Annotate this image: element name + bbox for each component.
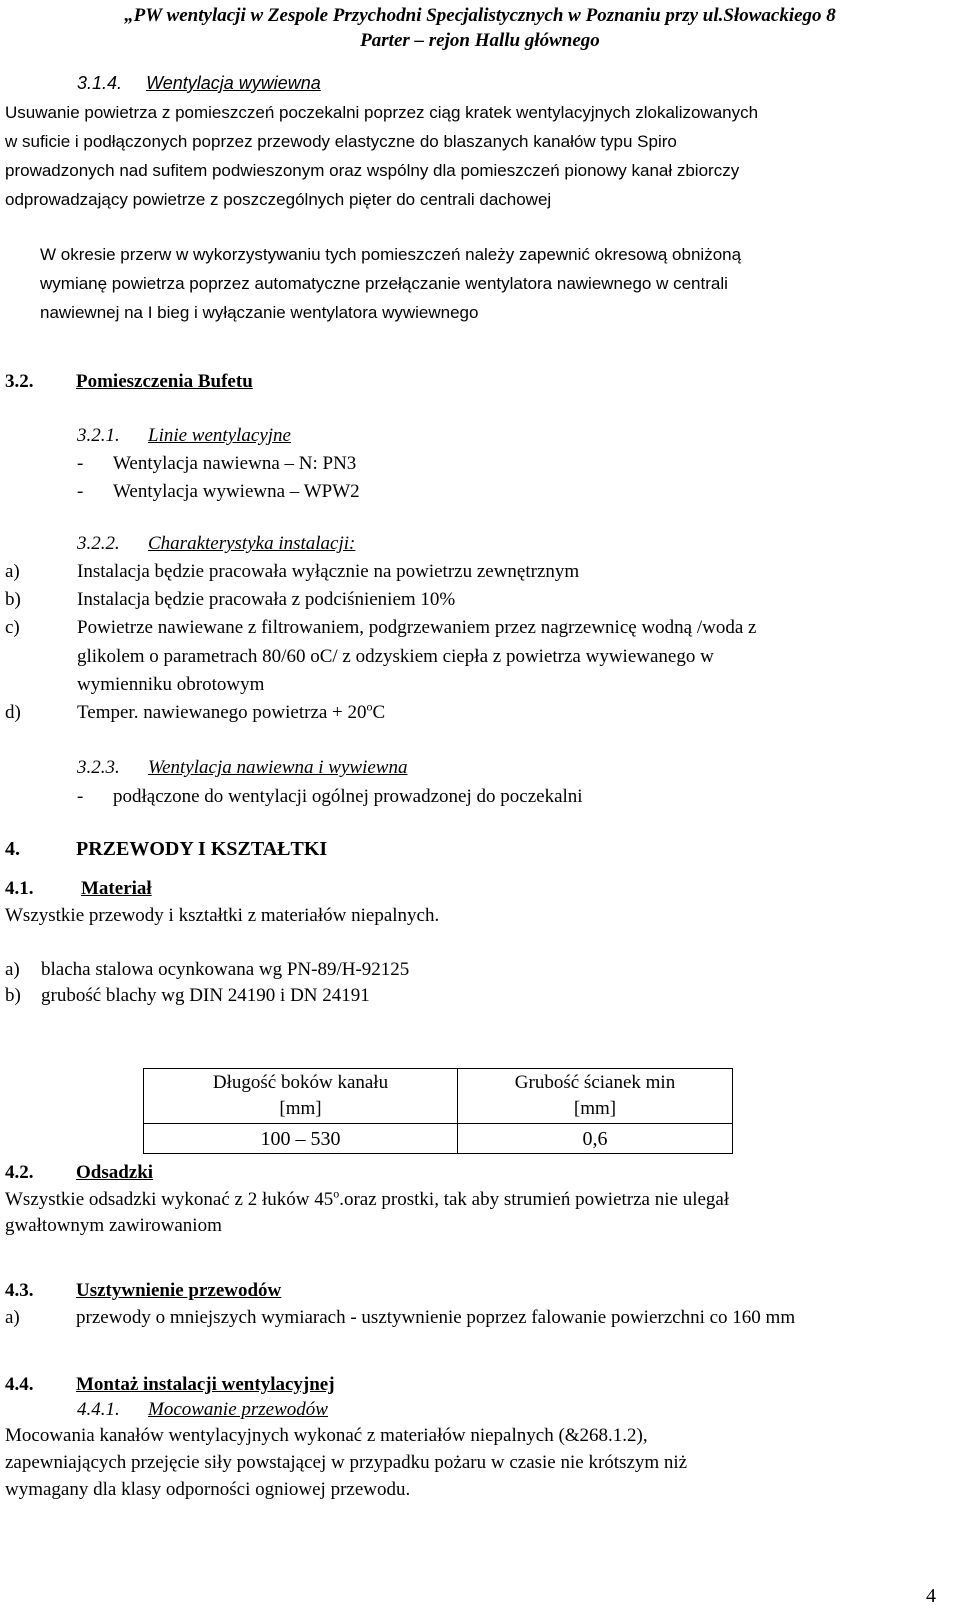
section-4-3-heading (5, 1278, 281, 1304)
section-number: 3.1.4. (77, 73, 123, 93)
list-item: b) grubość blachy wg DIN 24190 i DN 24191 (5, 985, 370, 1006)
section-title: Pomieszczenia Bufetu (76, 371, 253, 392)
header-line-2: Parter – rejon Hallu głównego (360, 30, 600, 51)
paragraph-line: wymagany dla klasy odporności ogniowej przewodu. (5, 1479, 411, 1500)
duct-thickness-table (143, 1068, 733, 1154)
table-cell-length: 100 – 530 (144, 1124, 458, 1154)
section-number: 3.2.2. (77, 533, 120, 554)
section-number: 4.2. (5, 1162, 34, 1183)
section-title: Materiał (81, 878, 152, 899)
paragraph-line: w suficie i podłączonych poprzez przewody elastyczne do blaszanych kanałów typu Spiro (5, 132, 677, 151)
section-number: 3.2. (5, 371, 34, 392)
table-cell-thickness: 0,6 (458, 1124, 733, 1154)
section-3-2-3-heading (77, 755, 407, 781)
paragraph-line: Wszystkie odsadzki wykonać z 2 łuków 45$^o$.oraz prostki, tak aby strumień powietrza nie ulegał (5, 1186, 730, 1210)
section-number: 4.4.1. (77, 1399, 120, 1420)
section-title: PRZEWODY I KSZTAŁTKI (76, 838, 328, 860)
paragraph-line: gwałtownym zawirowaniom (5, 1215, 222, 1236)
section-3-2-2-heading (77, 531, 355, 557)
section-title: Mocowanie przewodów (148, 1399, 328, 1420)
list-item: a) Instalacja będzie pracowała wyłącznie na powietrzu zewnętrznym (5, 561, 580, 582)
section-4-4-paragraph (5, 1422, 950, 1503)
paragraph-line: W okresie przerw w wykorzystywaniu tych pomieszczeń należy zapewnić okresową obniżoną (40, 245, 742, 264)
table-header-thickness: Grubość ścianek min [mm] (458, 1069, 733, 1124)
section-number: 4. (5, 838, 20, 860)
section-4-4-1-heading (77, 1397, 328, 1423)
section-title: Linie wentylacyjne (148, 425, 291, 446)
page-number: 4 (926, 1585, 936, 1607)
list-item: - Wentylacja nawiewna – N: PN3 (77, 453, 357, 474)
section-4-1-heading (5, 876, 152, 902)
paragraph-line: nawiewnej na I bieg i wyłączanie wentylatora wywiewnego (40, 303, 479, 322)
section-number: 3.2.1. (77, 425, 120, 446)
paragraph-line: wymianę powietrza poprzez automatyczne przełączanie wentylatora nawiewnego w centrali (40, 274, 728, 293)
table-header-length: Długość boków kanału [mm] (144, 1069, 458, 1124)
list-item-continuation: wymienniku obrotowym (77, 674, 265, 695)
section-title: Odsadzki (76, 1162, 154, 1183)
list-item-continuation: glikolem o parametrach 80/60 oC/ z odzyskiem ciepła z powietrza wywiewanego w (77, 646, 714, 667)
paragraph-line: Mocowania kanałów wentylacyjnych wykonać z materiałów niepalnych (&268.1.2), (5, 1425, 648, 1446)
section-number: 4.4. (5, 1374, 34, 1395)
section-title: Wentylacja wywiewna (146, 73, 321, 93)
paragraph-line: prowadzonych nad sufitem podwieszonym oraz wspólny dla pomieszczeń pionowy kanał zbiorczy (5, 161, 740, 180)
section-number: 3.2.3. (77, 757, 120, 778)
list-item: - podłączone do wentylacji ogólnej prowadzonej do poczekalni (77, 786, 583, 807)
paragraph-line: Usuwanie powietrza z pomieszczeń poczekalni poprzez ciąg kratek wentylacyjnych zlokalizowanych (5, 103, 759, 122)
section-4-2-heading (5, 1160, 153, 1186)
list-item: a) przewody o mniejszych wymiarach - usztywnienie poprzez falowanie powierzchni co 160 mm (5, 1307, 796, 1328)
section-4-4-heading (5, 1372, 335, 1398)
section-3-1-4-heading (77, 70, 321, 96)
list-item: d) Temper. nawiewanego powietrza + $20^oC$ (5, 699, 386, 723)
paragraph-line: odprowadzający powietrze z poszczególnych pięter do centrali dachowej (5, 190, 552, 209)
paragraph-line: zapewniających przejęcie siły powstającej w przypadku pożaru w czasie nie krótszym niż (5, 1452, 688, 1473)
section-3-1-4-paragraph-2 (40, 240, 945, 327)
list-item: b) Instalacja będzie pracowała z podciśnieniem 10% (5, 589, 456, 610)
section-title: Montaż instalacji wentylacyjnej (76, 1374, 335, 1395)
section-4-heading (5, 835, 327, 863)
list-item: c) Powietrze nawiewane z filtrowaniem, podgrzewaniem przez nagrzewnicę wodną /woda z (5, 617, 757, 638)
section-title: Charakterystyka instalacji: (148, 533, 356, 554)
section-title: Wentylacja nawiewna i wywiewna (148, 757, 408, 778)
section-number: 4.3. (5, 1280, 34, 1301)
section-3-2-heading (5, 369, 253, 395)
section-3-1-4-paragraph-1 (5, 98, 950, 214)
section-number: 4.1. (5, 878, 34, 899)
section-3-2-1-heading (77, 423, 291, 449)
header-line-1: „PW wentylacji w Zespole Przychodni Specjalistycznych w Poznaniu przy ul.Słowackiego 8 (124, 5, 836, 26)
list-item: - Wentylacja wywiewna – WPW2 (77, 481, 360, 502)
section-title: Usztywnienie przewodów (76, 1280, 282, 1301)
paragraph: Wszystkie przewody i kształtki z materiałów niepalnych. (5, 905, 440, 926)
list-item: a) blacha stalowa ocynkowana wg PN-89/H-92125 (5, 959, 410, 980)
